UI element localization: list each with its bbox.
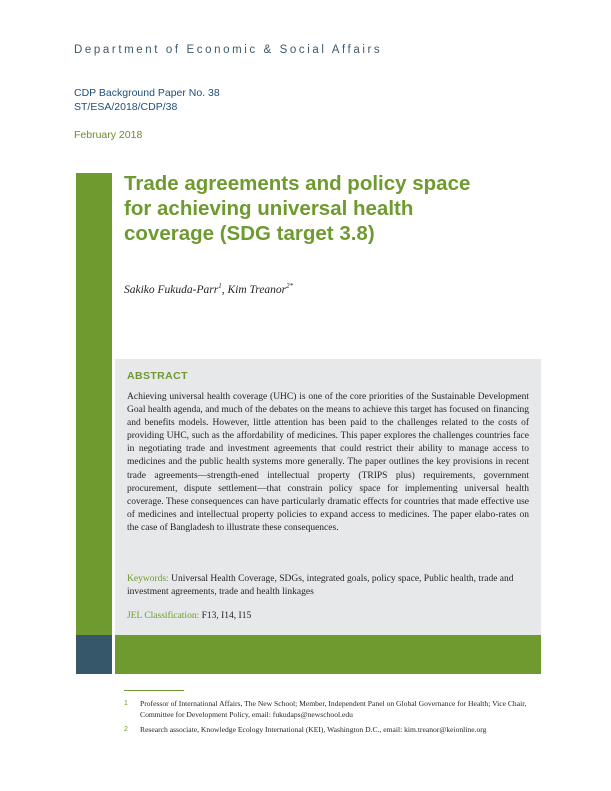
publication-date: February 2018 [74, 129, 143, 141]
series-info [74, 86, 220, 114]
footnote-1-text: Professor of International Affairs, The New School; Member, Independent Panel on Global Governance for Health; Vice Chair, Committee for Development Policy, email: fukudaps@newschool.edu [140, 699, 527, 719]
title-line-3: coverage (SDG target 3.8) [124, 222, 375, 245]
jel-label: JEL Classification: [127, 611, 200, 621]
footnote-divider [124, 690, 184, 691]
footnote-2-text: Research associate, Knowledge Ecology International (KEI), Washington D.C., email: kim.treanor@keionline.org [140, 725, 487, 734]
paper-title [124, 171, 544, 246]
footnote-1 [124, 699, 534, 720]
paper-number: CDP Background Paper No. 38 [74, 87, 220, 99]
decorative-green-footer [115, 635, 541, 674]
keywords-label: Keywords: [127, 574, 169, 584]
author-2: Kim Treanor [227, 283, 287, 296]
keywords-text: Universal Health Coverage, SDGs, integrated goals, policy space, Public health, trade and investment agreements, trade and health linkages [127, 574, 514, 598]
abstract-heading: ABSTRACT [127, 370, 188, 382]
footnote-2 [124, 725, 534, 736]
footnote-1-number: 1 [124, 700, 128, 707]
jel-codes: F13, I14, I15 [201, 611, 252, 621]
footnote-2-number: 2 [124, 726, 128, 733]
document-symbol: ST/ESA/2018/CDP/38 [74, 101, 178, 113]
jel-classification [127, 610, 529, 623]
author-separator: , [221, 283, 228, 296]
department-name: Department of Economic & Social Affairs [74, 44, 383, 56]
author-1: Sakiko Fukuda-Parr [124, 283, 219, 296]
title-line-2: for achieving universal health [124, 197, 414, 220]
abstract-text: Achieving universal health coverage (UHC) is one of the core priorities of the Sustainable Development Goal health agenda, and much of the debates on the means to achieve this target has focused on financing and benefits models. However, little attention has been paid to the challenges related to the costs of providing UHC, such as the affordability of medicines. This paper explores the challenges countries face in negotiating trade and investment agreements that could restrict their ability to manage access to medicines and the public health systems more generally. The paper outlines the key provisions in recent trade agreements—strength-ened intellectual property (TRIPS plus) requirements, government procurement, dispute settlement—that constrain policy space for implementing universal health coverage. These consequences can have particularly dramatic effects for countries that made effective use of medicines and intellectual property policies to expand access to medicines. The paper elabo-rates on the case of Bangladesh to illustrate these consequences. [127, 392, 529, 533]
decorative-navy-block [76, 635, 112, 674]
author-2-footnote-mark: 2* [286, 282, 294, 290]
decorative-green-bar [76, 173, 112, 635]
author-list [124, 282, 293, 296]
keywords [127, 573, 529, 599]
author-1-footnote-mark: 1 [218, 282, 222, 290]
title-line-1: Trade agreements and policy space [124, 172, 471, 195]
